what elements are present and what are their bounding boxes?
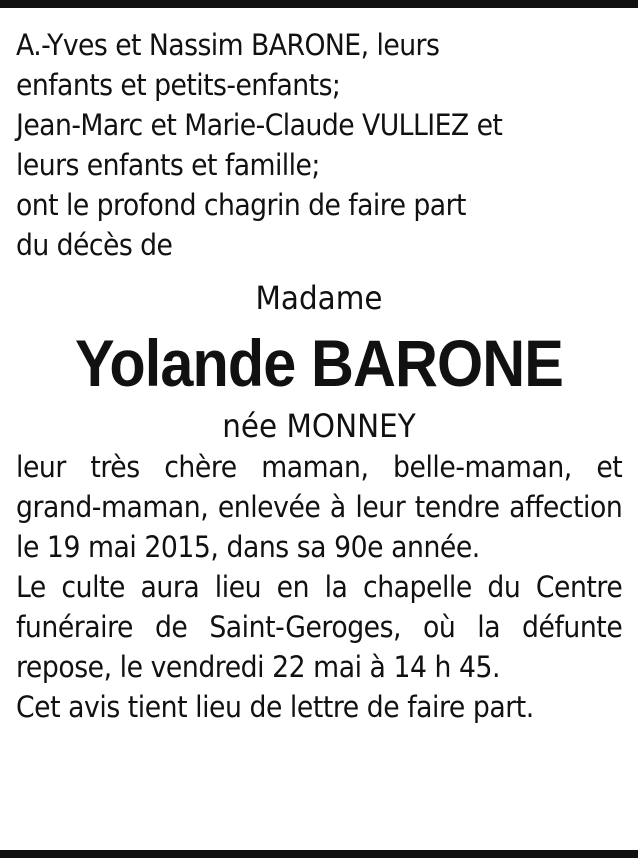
relationship-paragraph: leur très chère maman, belle-maman, et grand-maman, enlevée à leur tendre affection le 19 mai 2015, dans sa 90e année.: [16, 450, 623, 564]
intro-line: enfants et petits-enfants;: [16, 68, 341, 102]
intro-line: ont le profond chagrin de faire part: [16, 188, 466, 222]
honorific-title: Madame: [255, 279, 383, 317]
ceremony-paragraph: Le culte aura lieu en la chapelle du Centre funéraire de Saint-Geroges, où la défunte repose, le vendredi 22 mai à 14 h 45.: [16, 570, 623, 684]
intro-line: Jean-Marc et Marie-Claude VULLIEZ et: [16, 108, 503, 142]
intro-line: leurs enfants et famille;: [16, 148, 320, 182]
intro-line: A.-Yves et Nassim BARONE, leurs: [16, 28, 440, 62]
intro-line: du décès de: [16, 228, 173, 262]
closing-line: Cet avis tient lieu de lettre de faire part.: [16, 690, 534, 724]
deceased-name: Yolande BARONE: [75, 326, 563, 400]
announcing-family-block: [16, 25, 622, 265]
top-border-rule: [0, 0, 638, 8]
maiden-name: née MONNEY: [222, 407, 416, 445]
bottom-border-rule: [0, 850, 638, 858]
notice-body: [16, 447, 622, 727]
death-notice: [16, 25, 622, 727]
